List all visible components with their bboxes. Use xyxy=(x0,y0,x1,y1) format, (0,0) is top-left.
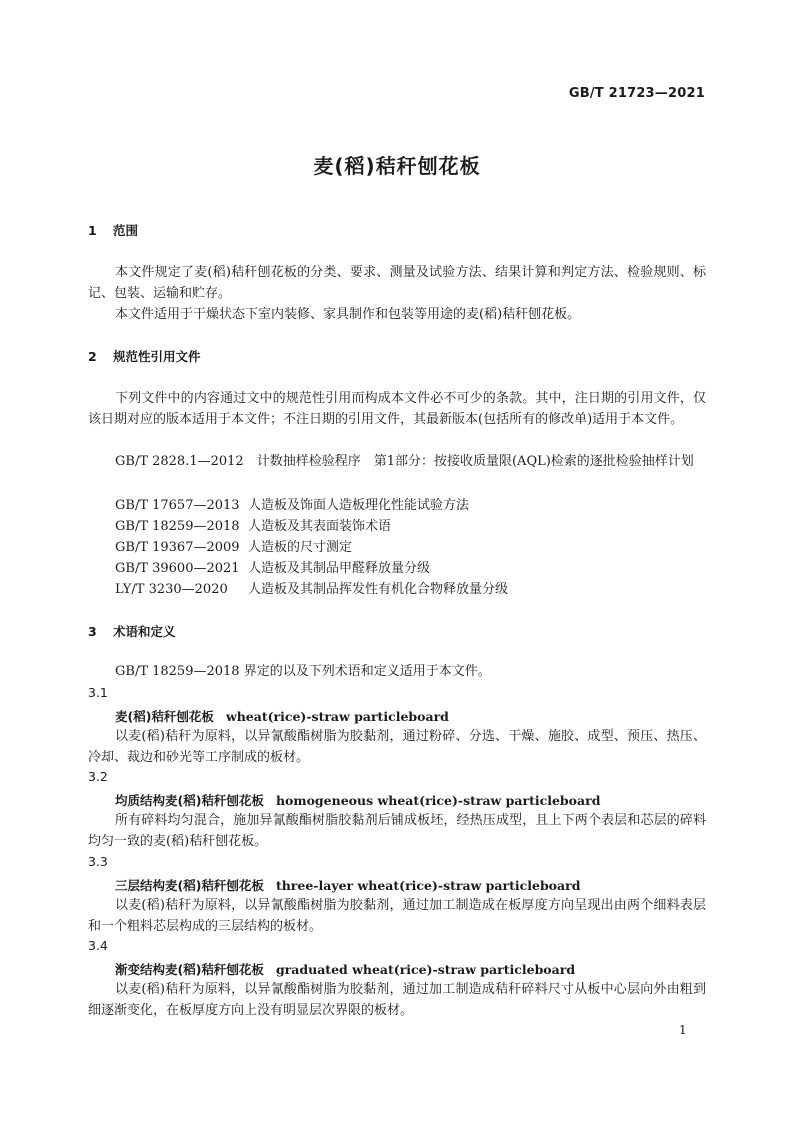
reference-item xyxy=(115,515,391,534)
standard-code: GB/T 21723—2021 xyxy=(568,86,705,101)
term-english: wheat(rice)-straw particleboard xyxy=(225,709,449,724)
term-number: 3.3 xyxy=(88,854,108,869)
term-number: 3.2 xyxy=(88,769,108,784)
page-number: 1 xyxy=(679,1023,687,1037)
section-number: 1 xyxy=(88,223,97,238)
reference-item xyxy=(115,536,352,555)
reference-title: 人造板及其表面装饰术语 xyxy=(248,519,392,534)
reference-item xyxy=(115,494,469,513)
term-english: graduated wheat(rice)-straw particleboard xyxy=(275,962,576,977)
reference-title: 人造板及其制品甲醛释放量分级 xyxy=(248,561,431,576)
term-chinese: 三层结构麦(稻)秸秆刨花板 xyxy=(115,878,264,893)
section-title: 范围 xyxy=(113,223,139,238)
term-definition: 以麦(稻)秸秆为原料，以异氰酸酯树脂为胶黏剂，通过加工制造成在板厚度方向呈现出由两个细料表层和一个粗料芯层构成的三层结构的板材。 xyxy=(88,898,706,934)
term-number: 3.4 xyxy=(88,938,108,953)
reference-code: GB/T 2828.1—2012 xyxy=(115,454,244,469)
reference-item xyxy=(115,557,430,576)
reference-item xyxy=(115,578,508,597)
document-title: 麦(稻)秸秆刨花板 xyxy=(313,154,481,178)
term-english: homogeneous wheat(rice)-straw particleboard xyxy=(275,793,601,808)
term-heading xyxy=(115,960,575,978)
term-heading xyxy=(115,791,600,809)
reference-code: GB/T 39600—2021 xyxy=(115,561,240,576)
term-definition: 以麦(稻)秸秆为原料，以异氰酸酯树脂为胶黏剂，通过加工制造成秸秆碎料尺寸从板中心层向外由粗到细逐渐变化，在板厚度方向上没有明显层次界限的板材。 xyxy=(88,982,706,1018)
reference-code: GB/T 18259—2018 xyxy=(115,519,240,534)
term-heading xyxy=(115,707,449,725)
paragraph: 下列文件中的内容通过文中的规范性引用而构成本文件必不可少的条款。其中，注日期的引用文件，仅该日期对应的版本适用于本文件；不注日期的引用文件，其最新版本(包括所有的修改单)适用于本文件。 xyxy=(88,391,706,427)
section-title: 规范性引用文件 xyxy=(113,349,201,364)
reference-title: 人造板的尺寸测定 xyxy=(248,540,353,555)
reference-title: 人造板及饰面人造板理化性能试验方法 xyxy=(248,498,470,513)
reference-code: LY/T 3230—2020 xyxy=(115,582,228,597)
reference-code: GB/T 17657—2013 xyxy=(115,498,240,513)
term-chinese: 均质结构麦(稻)秸秆刨花板 xyxy=(115,793,264,808)
paragraph: 本文件适用于干燥状态下室内装修、家具制作和包装等用途的麦(稻)秸秆刨花板。 xyxy=(115,307,581,322)
paragraph: GB/T 18259—2018 界定的以及下列术语和定义适用于本文件。 xyxy=(115,664,491,679)
term-chinese: 渐变结构麦(稻)秸秆刨花板 xyxy=(115,962,264,977)
term-heading xyxy=(115,876,580,894)
term-number: 3.1 xyxy=(88,685,108,700)
section-3-heading xyxy=(88,622,176,640)
section-number: 2 xyxy=(88,349,97,364)
term-chinese: 麦(稻)秸秆刨花板 xyxy=(115,709,214,724)
section-number: 3 xyxy=(88,624,97,639)
term-definition: 以麦(稻)秸秆为原料，以异氰酸酯树脂为胶黏剂，通过粉碎、分选、干燥、施胶、成型、预压、热压、冷却、裁边和砂光等工序制成的板材。 xyxy=(88,729,706,765)
reference-code: GB/T 19367—2009 xyxy=(115,540,240,555)
reference-title: 人造板及其制品挥发性有机化合物释放量分级 xyxy=(248,582,509,597)
term-definition: 所有碎料均匀混合，施加异氰酸酯树脂胶黏剂后铺成板坯，经热压成型，且上下两个表层和芯层的碎料均匀一致的麦(稻)秸秆刨花板。 xyxy=(88,813,706,849)
reference-item xyxy=(88,451,706,472)
term-english: three-layer wheat(rice)-straw particleboard xyxy=(275,878,581,893)
paragraph: 本文件规定了麦(稻)秸秆刨花板的分类、要求、测量及试验方法、结果计算和判定方法、检验规则、标记、包装、运输和贮存。 xyxy=(88,265,706,301)
section-1-heading xyxy=(88,221,138,239)
section-title: 术语和定义 xyxy=(113,624,176,639)
reference-title: 计数抽样检验程序 第1部分：按接收质量限(AQL)检索的逐批检验抽样计划 xyxy=(256,454,694,469)
section-2-heading xyxy=(88,347,201,365)
